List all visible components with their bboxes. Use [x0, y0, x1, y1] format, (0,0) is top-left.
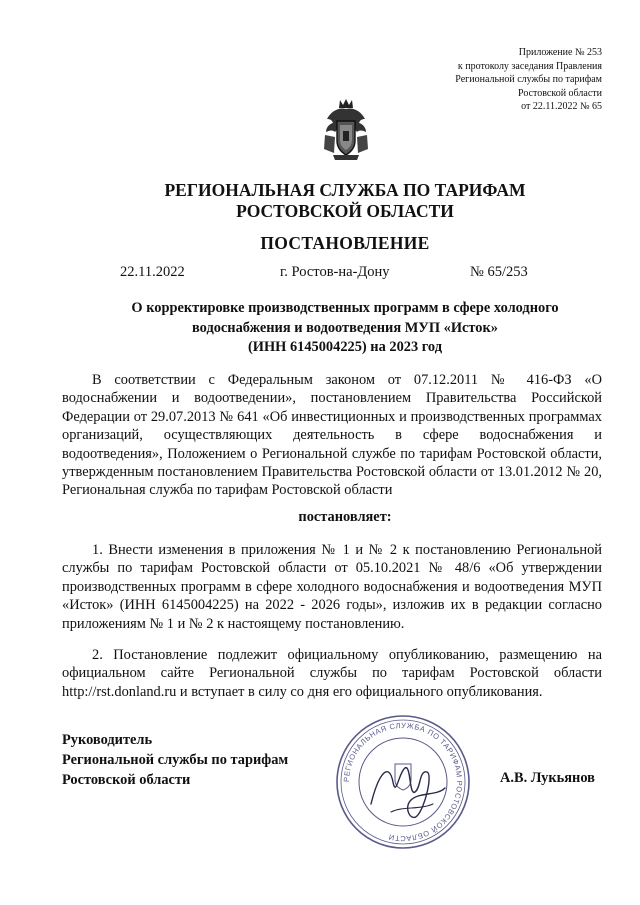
document-city: г. Ростов-на-Дону	[280, 264, 390, 280]
coat-of-arms-emblem-icon	[319, 97, 373, 163]
document-date: 22.11.2022	[120, 264, 185, 280]
official-stamp	[333, 712, 473, 852]
signer-title	[62, 730, 288, 790]
signer-name: А.В. Лукьянов	[500, 770, 595, 786]
appendix-note	[362, 46, 602, 114]
appendix-line: от 22.11.2022 № 65	[521, 101, 602, 113]
signer-title-line: Ростовской области	[62, 772, 191, 788]
resolves-heading: постановляет:	[298, 509, 392, 525]
signer-title-line: Руководитель	[62, 732, 153, 748]
appendix-line: Ростовской области	[518, 87, 602, 99]
svg-text:РЕГИОНАЛЬНАЯ СЛУЖБА ПО ТАРИФАМ	[342, 721, 464, 843]
document-subject	[60, 299, 630, 358]
signer-title-line: Региональной службы по тарифам	[62, 752, 289, 768]
resolution-item-2: 2. Постановление подлежит официальному опубликованию, размещению на официальном сайте Региональной службы по тарифам Ростовской области http://rst.donland.ru и вступает в силу со дня его официального опубликования.	[62, 647, 602, 700]
appendix-line: Региональной службы по тарифам	[455, 74, 602, 86]
appendix-line: к протоколу заседания Правления	[457, 60, 602, 72]
stamp-outer-text: РЕГИОНАЛЬНАЯ СЛУЖБА ПО ТАРИФАМ РОСТОВСКОЙ ОБЛАСТИ	[341, 720, 465, 844]
document-number: № 65/253	[470, 264, 528, 280]
appendix-line: Приложение № 253	[518, 47, 602, 58]
preamble-paragraph: В соответствии с Федеральным законом от 07.12.2011 № 416-ФЗ «О водоснабжении и водоотведении», постановлением Правительства Российской Федерации от 29.07.2013 № 641 «Об инвестиционных и производственных программах организаций, осуществляющих деятельность в сфере водоснабжения и водоотведения», Положением о Региональной службе по тарифам Ростовской области, утвержденным постановлением Правительства Ростовской области от 13.01.2012 № 20, Региональная служба по тарифам Ростовской области	[62, 372, 602, 499]
subject-line: (ИНН 6145004225) на 2023 год	[247, 339, 442, 355]
resolution-item-1: 1. Внести изменения в приложения № 1 и № 2 к постановлению Региональной службы по тарифам Ростовской области от 05.10.2021 № 48/6 «Об утверждении производственных программ в сфере холодного водоснабжения и водоотведения МУП «Исток» (ИНН 6145004225) на 2022 - 2026 годы», изложив их в редакции согласно приложениям № 1 и № 2 к настоящему постановлению.	[62, 542, 602, 632]
organization-line: РЕГИОНАЛЬНАЯ СЛУЖБА ПО ТАРИФАМ	[164, 180, 526, 200]
organization-title	[0, 180, 640, 222]
subject-line: водоснабжения и водоотведения МУП «Исток»	[191, 319, 498, 336]
organization-line: РОСТОВСКОЙ ОБЛАСТИ	[236, 201, 454, 221]
subject-line: О корректировке производственных программ в сфере холодного	[131, 300, 559, 316]
document-type-heading: ПОСТАНОВЛЕНИЕ	[260, 233, 430, 253]
